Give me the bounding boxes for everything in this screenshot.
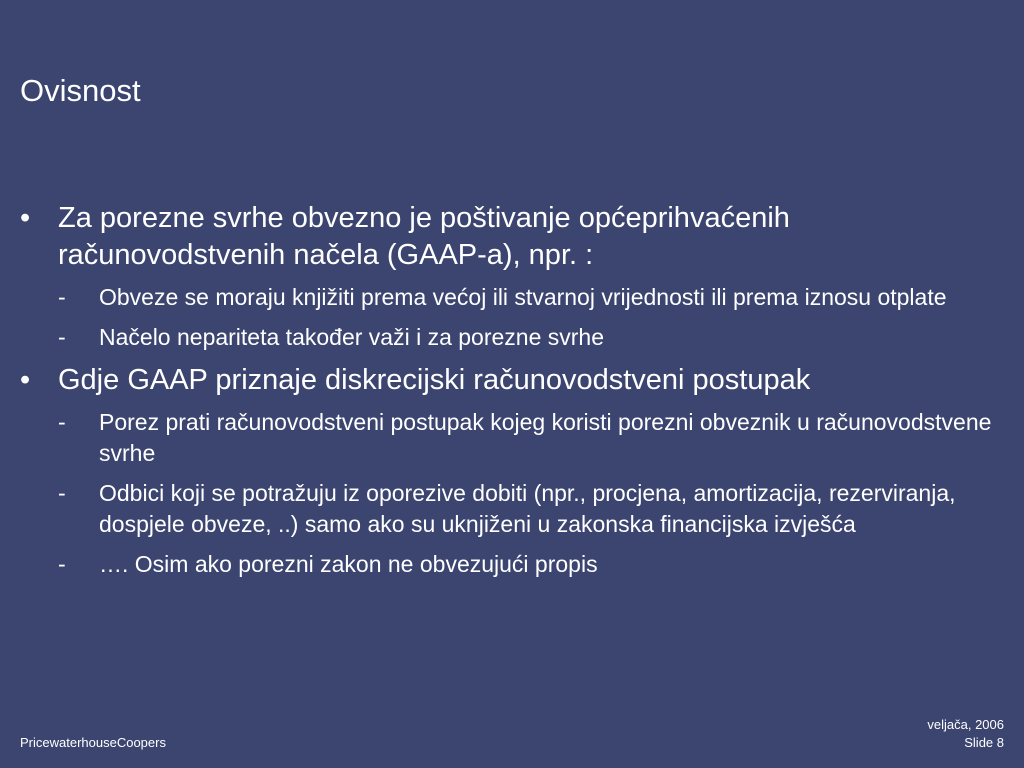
- slide-title: Ovisnost: [20, 73, 141, 108]
- sub-bullet-text: Porez prati računovodstveni postupak kojeg koristi porezni obveznik u računovodstvene svrhe: [99, 409, 992, 466]
- sub-bullet-marker: -: [58, 409, 66, 435]
- bullet-marker: •: [20, 364, 31, 396]
- slide-content: [20, 200, 1010, 589]
- bullet-text: Za porezne svrhe obvezno je poštivanje općeprihvaćenih računovodstvenih načela (GAAP-a), npr. :: [58, 202, 790, 271]
- bullet-item: [20, 362, 1010, 399]
- sub-bullet-item: [20, 549, 1010, 580]
- footer-meta: [927, 716, 1004, 752]
- sub-bullet-item: [20, 282, 1010, 313]
- sub-bullet-text: Načelo nepariteta također važi i za porezne svrhe: [99, 324, 605, 350]
- sub-bullet-text: …. Osim ako porezni zakon ne obvezujući propis: [99, 551, 598, 577]
- sub-bullet-item: [20, 407, 1010, 469]
- sub-bullet-marker: -: [58, 480, 66, 506]
- footer-date: veljača, 2006: [927, 717, 1004, 732]
- sub-bullet-text: Odbici koji se potražuju iz oporezive dobiti (npr., procjena, amortizacija, rezerviranja, dospjele obveze, ..) samo ako su uknjiženi u zakonska financijska izvješća: [99, 480, 956, 537]
- sub-bullet-item: [20, 322, 1010, 353]
- bullet-marker: •: [20, 202, 31, 234]
- sub-bullet-marker: -: [58, 324, 66, 350]
- sub-bullet-text: Obveze se moraju knjižiti prema većoj ili stvarnoj vrijednosti ili prema iznosu otplate: [99, 284, 947, 310]
- bullet-text: Gdje GAAP priznaje diskrecijski računovodstveni postupak: [58, 364, 811, 396]
- bullet-item: [20, 200, 1010, 274]
- footer-company: PricewaterhouseCoopers: [20, 735, 166, 750]
- sub-bullet-marker: -: [58, 284, 66, 310]
- sub-bullet-item: [20, 478, 1010, 540]
- sub-bullet-marker: -: [58, 551, 66, 577]
- footer-slide-number: Slide 8: [964, 735, 1004, 750]
